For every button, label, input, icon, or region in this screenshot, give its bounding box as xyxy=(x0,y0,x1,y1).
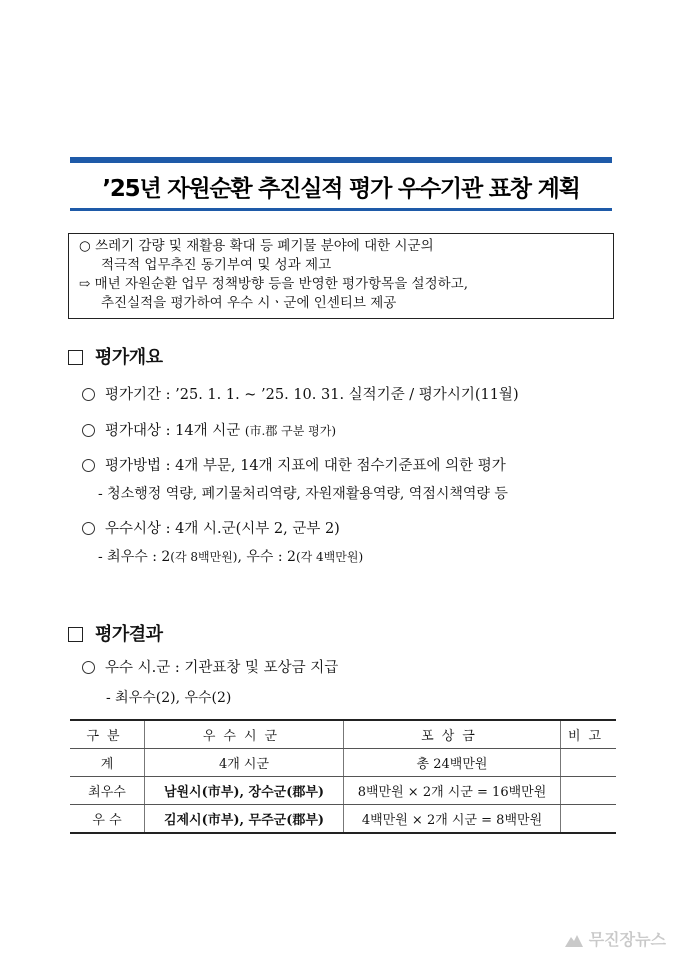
item-text: 평가대상 : 14개 시군 xyxy=(105,423,241,439)
item-text: 평가방법 : 4개 부문, 14개 지표에 대한 점수기준표에 의한 평가 xyxy=(105,458,506,474)
section-heading-overview xyxy=(68,343,163,369)
cell-cities: 4개 시군 xyxy=(145,749,344,777)
detail-note: (각 8백만원) xyxy=(170,550,238,564)
page-title: ’25년 자원순환 추진실적 평가 우수기관 표창 계획 xyxy=(102,176,580,202)
header-cities: 우수시군 xyxy=(145,720,344,749)
circle-bullet-icon xyxy=(82,424,95,437)
item-text: 평가기간 : ’25. 1. 1. ~ ’25. 10. 31. 실적기준 / 평가시기(11월) xyxy=(105,387,519,403)
detail-text: - 최우수 : 2 xyxy=(98,549,171,565)
section-heading-text: 평가결과 xyxy=(95,624,163,645)
mountain-logo-icon xyxy=(565,933,583,947)
square-bullet-icon xyxy=(68,350,83,365)
circle-bullet-icon xyxy=(82,661,95,674)
cell-cities: 남원시(市부), 장수군(郡부) xyxy=(145,777,344,805)
watermark xyxy=(565,927,666,950)
header-note: 비고 xyxy=(561,720,617,749)
circle-bullet-icon xyxy=(82,459,95,472)
cell-cities: 김제시(市부), 무주군(郡부) xyxy=(145,805,344,834)
summary-line-3: ⇨ 매년 자원순환 업무 정책방향 등을 반영한 평가항목을 설정하고, xyxy=(79,276,468,292)
item-note: (市.郡 구분 평가) xyxy=(244,424,337,438)
item-period xyxy=(82,383,519,404)
item-text: 우수 시.군 : 기관표창 및 포상금 지급 xyxy=(105,660,339,676)
table-row xyxy=(70,805,616,834)
cell-note xyxy=(561,805,617,834)
table-header-row xyxy=(70,720,616,749)
detail-note: (각 4백만원) xyxy=(295,550,364,564)
item-winners xyxy=(82,517,340,538)
summary-line-4: 추진실적을 평가하여 우수 시ㆍ군에 인센티브 제공 xyxy=(101,295,397,311)
cell-prize: 4백만원 × 2개 시군 = 8백만원 xyxy=(344,805,561,834)
cell-category: 최우수 xyxy=(70,777,145,805)
title-bottom-rule xyxy=(70,208,612,211)
cell-note xyxy=(561,777,617,805)
item-method xyxy=(82,454,506,475)
item-target xyxy=(82,419,336,440)
cell-category: 우 수 xyxy=(70,805,145,834)
header-prize: 포상금 xyxy=(344,720,561,749)
item-winners-detail xyxy=(98,546,363,566)
title-banner xyxy=(70,157,612,211)
summary-line-2: 적극적 업무추진 동기부여 및 성과 제고 xyxy=(101,257,332,273)
cell-prize: 8백만원 × 2개 시군 = 16백만원 xyxy=(344,777,561,805)
header-category: 구분 xyxy=(70,720,145,749)
summary-box xyxy=(68,233,614,319)
results-table xyxy=(70,719,616,834)
cell-category: 계 xyxy=(70,749,145,777)
summary-line-1: ○ 쓰레기 감량 및 재활용 확대 등 폐기물 분야에 대한 시군의 xyxy=(79,238,434,254)
section-heading-text: 평가개요 xyxy=(95,347,163,368)
circle-bullet-icon xyxy=(82,388,95,401)
cell-prize: 총 24백만원 xyxy=(344,749,561,777)
item-award-detail: - 최우수(2), 우수(2) xyxy=(106,690,232,706)
item-text: 우수시상 : 4개 시.군(시부 2, 군부 2) xyxy=(105,521,340,537)
watermark-text: 무진장뉴스 xyxy=(588,930,666,949)
circle-bullet-icon xyxy=(82,522,95,535)
table-row xyxy=(70,749,616,777)
section-heading-results xyxy=(68,620,163,646)
cell-note xyxy=(561,749,617,777)
item-method-detail: - 청소행정 역량, 폐기물처리역량, 자원재활용역량, 역점시책역량 등 xyxy=(98,486,508,502)
table-row xyxy=(70,777,616,805)
item-award xyxy=(82,656,338,677)
detail-text: , 우수 : 2 xyxy=(237,549,296,565)
square-bullet-icon xyxy=(68,627,83,642)
